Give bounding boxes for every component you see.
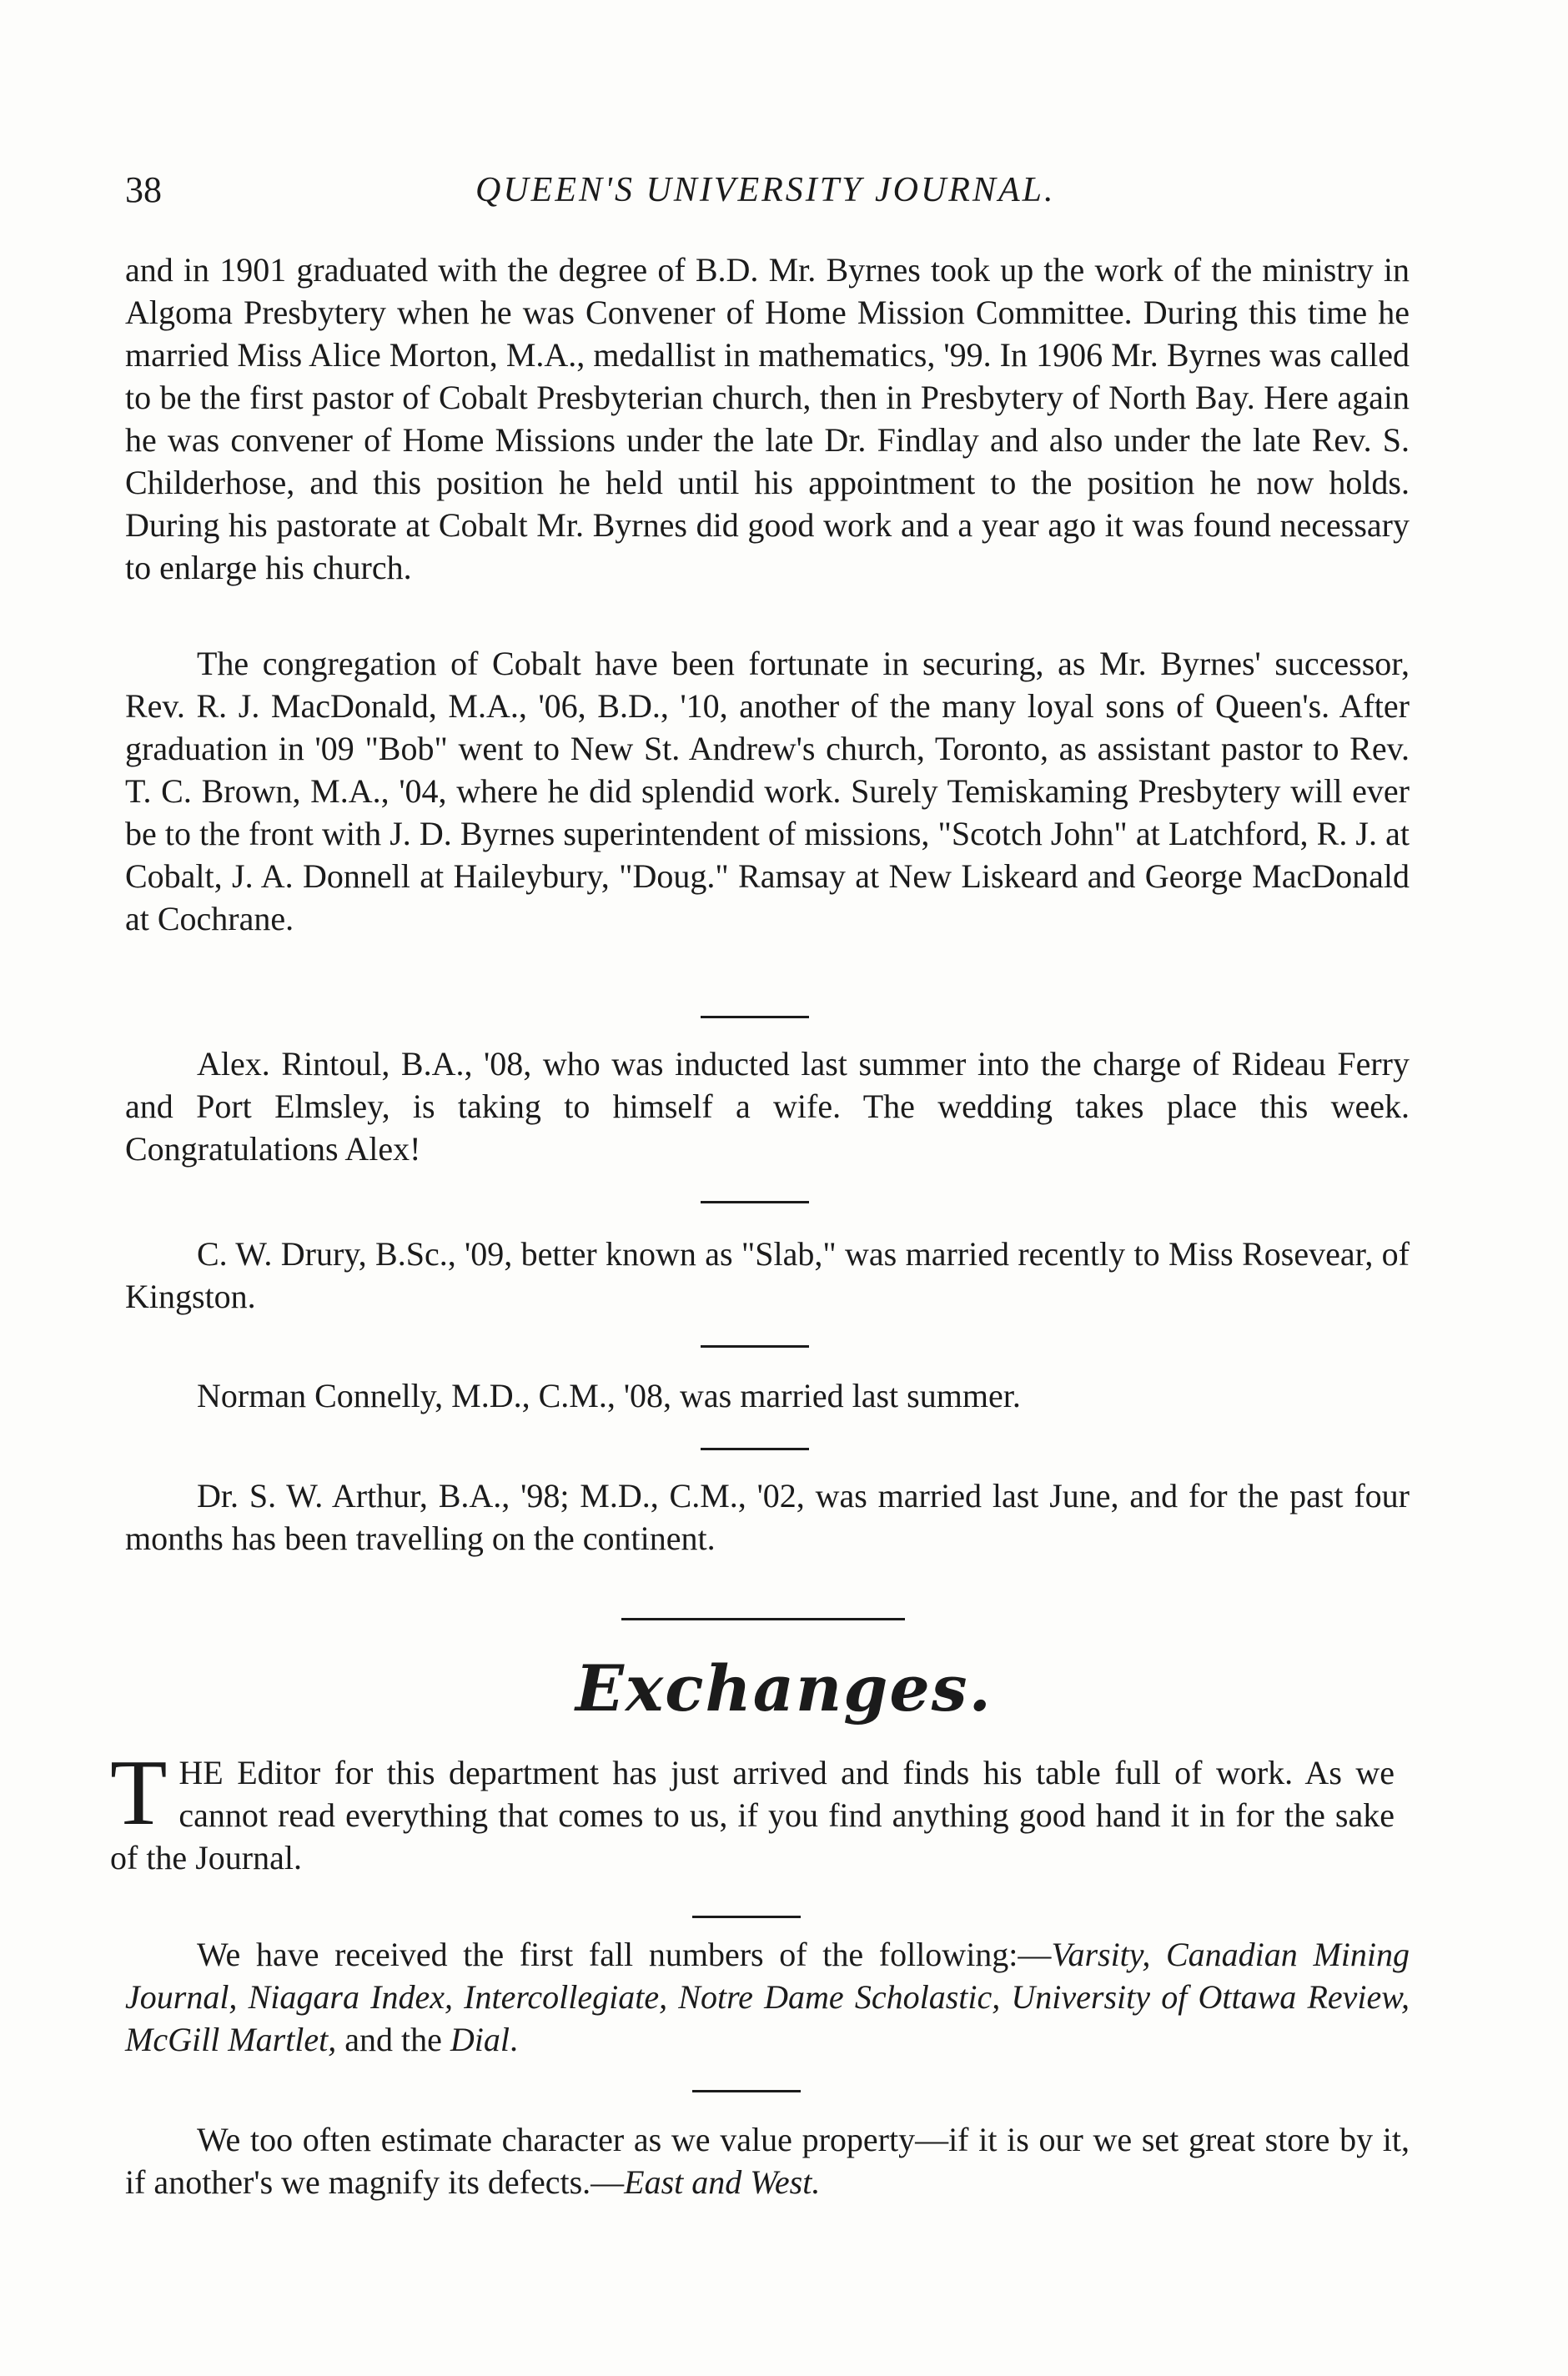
publication-list: Varsity, Canadian Mining Journal, Niagara Index, Intercollegiate, Notre Dame Scholastic, University of Ottawa Review, McGill Martlet,	[125, 1936, 1410, 2058]
divider-rule	[701, 1448, 809, 1450]
paragraph-byrnes: and in 1901 graduated with the degree of B.D. Mr. Byrnes took up the work of the ministry in Algoma Presbytery when he was Convener of Home Mission Committee. During this time he married Miss Alice Morton, M.A., medallist in mathematics, '99. In 1906 Mr. Byrnes was called to be the first pastor of Cobalt Presbyterian church, then in Presbytery of North Bay. Here again he was convener of Home Missions under the late Dr. Findlay and also under the late Rev. S. Childerhose, and this position he held until his appointment to the position he now holds. During his pastorate at Cobalt Mr. Byrnes did good work and a year ago it was found necessary to enlarge his church.	[125, 251, 1410, 586]
received-intro: We have received the first fall numbers of the following:—	[197, 1936, 1052, 1973]
received-end: .	[510, 2021, 519, 2058]
paragraph-editor-intro	[110, 1741, 1395, 1879]
page-header	[125, 165, 1126, 215]
paragraph-arthur: Dr. S. W. Arthur, B.A., '98; M.D., C.M., '02, was married last June, and for the past four months has been travelling on the continent.	[125, 1477, 1410, 1557]
paragraph-character-quote	[125, 2118, 1410, 2203]
paragraph-rintoul: Alex. Rintoul, B.A., '08, who was inducted last summer into the charge of Rideau Ferry and Port Elmsley, is taking to himself a wife. The wedding takes place this week. Congratulations Alex!	[125, 1045, 1410, 1168]
quote-source: East and West.	[624, 2163, 821, 2201]
page-number: 38	[125, 169, 162, 210]
editor-intro-text: HE Editor for this department has just arrived and finds his table full of work. As we cannot read everything that comes to us, if you find anything good hand it in for the sake of the Journal.	[110, 1754, 1395, 1876]
divider-rule	[701, 1016, 809, 1018]
running-title: QUEEN'S UNIVERSITY JOURNAL.	[475, 171, 1056, 209]
paragraph-drury: C. W. Drury, B.Sc., '09, better known as "Slab," was married recently to Miss Rosevear, of Kingston.	[125, 1235, 1410, 1315]
divider-rule	[692, 1916, 801, 1918]
section-title-exchanges: Exchanges.	[575, 1651, 993, 1725]
publication-dial: Dial	[450, 2021, 510, 2058]
section-divider-rule	[621, 1618, 905, 1620]
paragraph-cobalt-congregation: The congregation of Cobalt have been fortunate in securing, as Mr. Byrnes' successor, Rev. R. J. MacDonald, M.A., '06, B.D., '10, another of the many loyal sons of Queen's. After graduation in '09 "Bob" went to New St. Andrew's church, Toronto, as assistant pastor to Rev. T. C. Brown, M.A., '04, where he did splendid work. Surely Temiskaming Presbytery will ever be to the front with J. D. Byrnes superintendent of missions, "Scotch John" at Latchford, R. J. at Cobalt, J. A. Donnell at Haileybury, "Doug." Ramsay at New Liskeard and George MacDonald at Cochrane.	[125, 645, 1410, 937]
divider-rule	[701, 1201, 809, 1203]
paragraph-connelly: Norman Connelly, M.D., C.M., '08, was married last summer.	[197, 1377, 1021, 1414]
divider-rule	[701, 1345, 809, 1348]
dropcap-letter: T	[110, 1741, 168, 1845]
divider-rule	[692, 2090, 801, 2092]
quote-text: We too often estimate character as we value property—if it is our we set great store by it, if another's we magnify its defects.—	[125, 2121, 1410, 2201]
received-and: and the	[336, 2021, 450, 2058]
paragraph-received-numbers	[125, 1933, 1410, 2061]
